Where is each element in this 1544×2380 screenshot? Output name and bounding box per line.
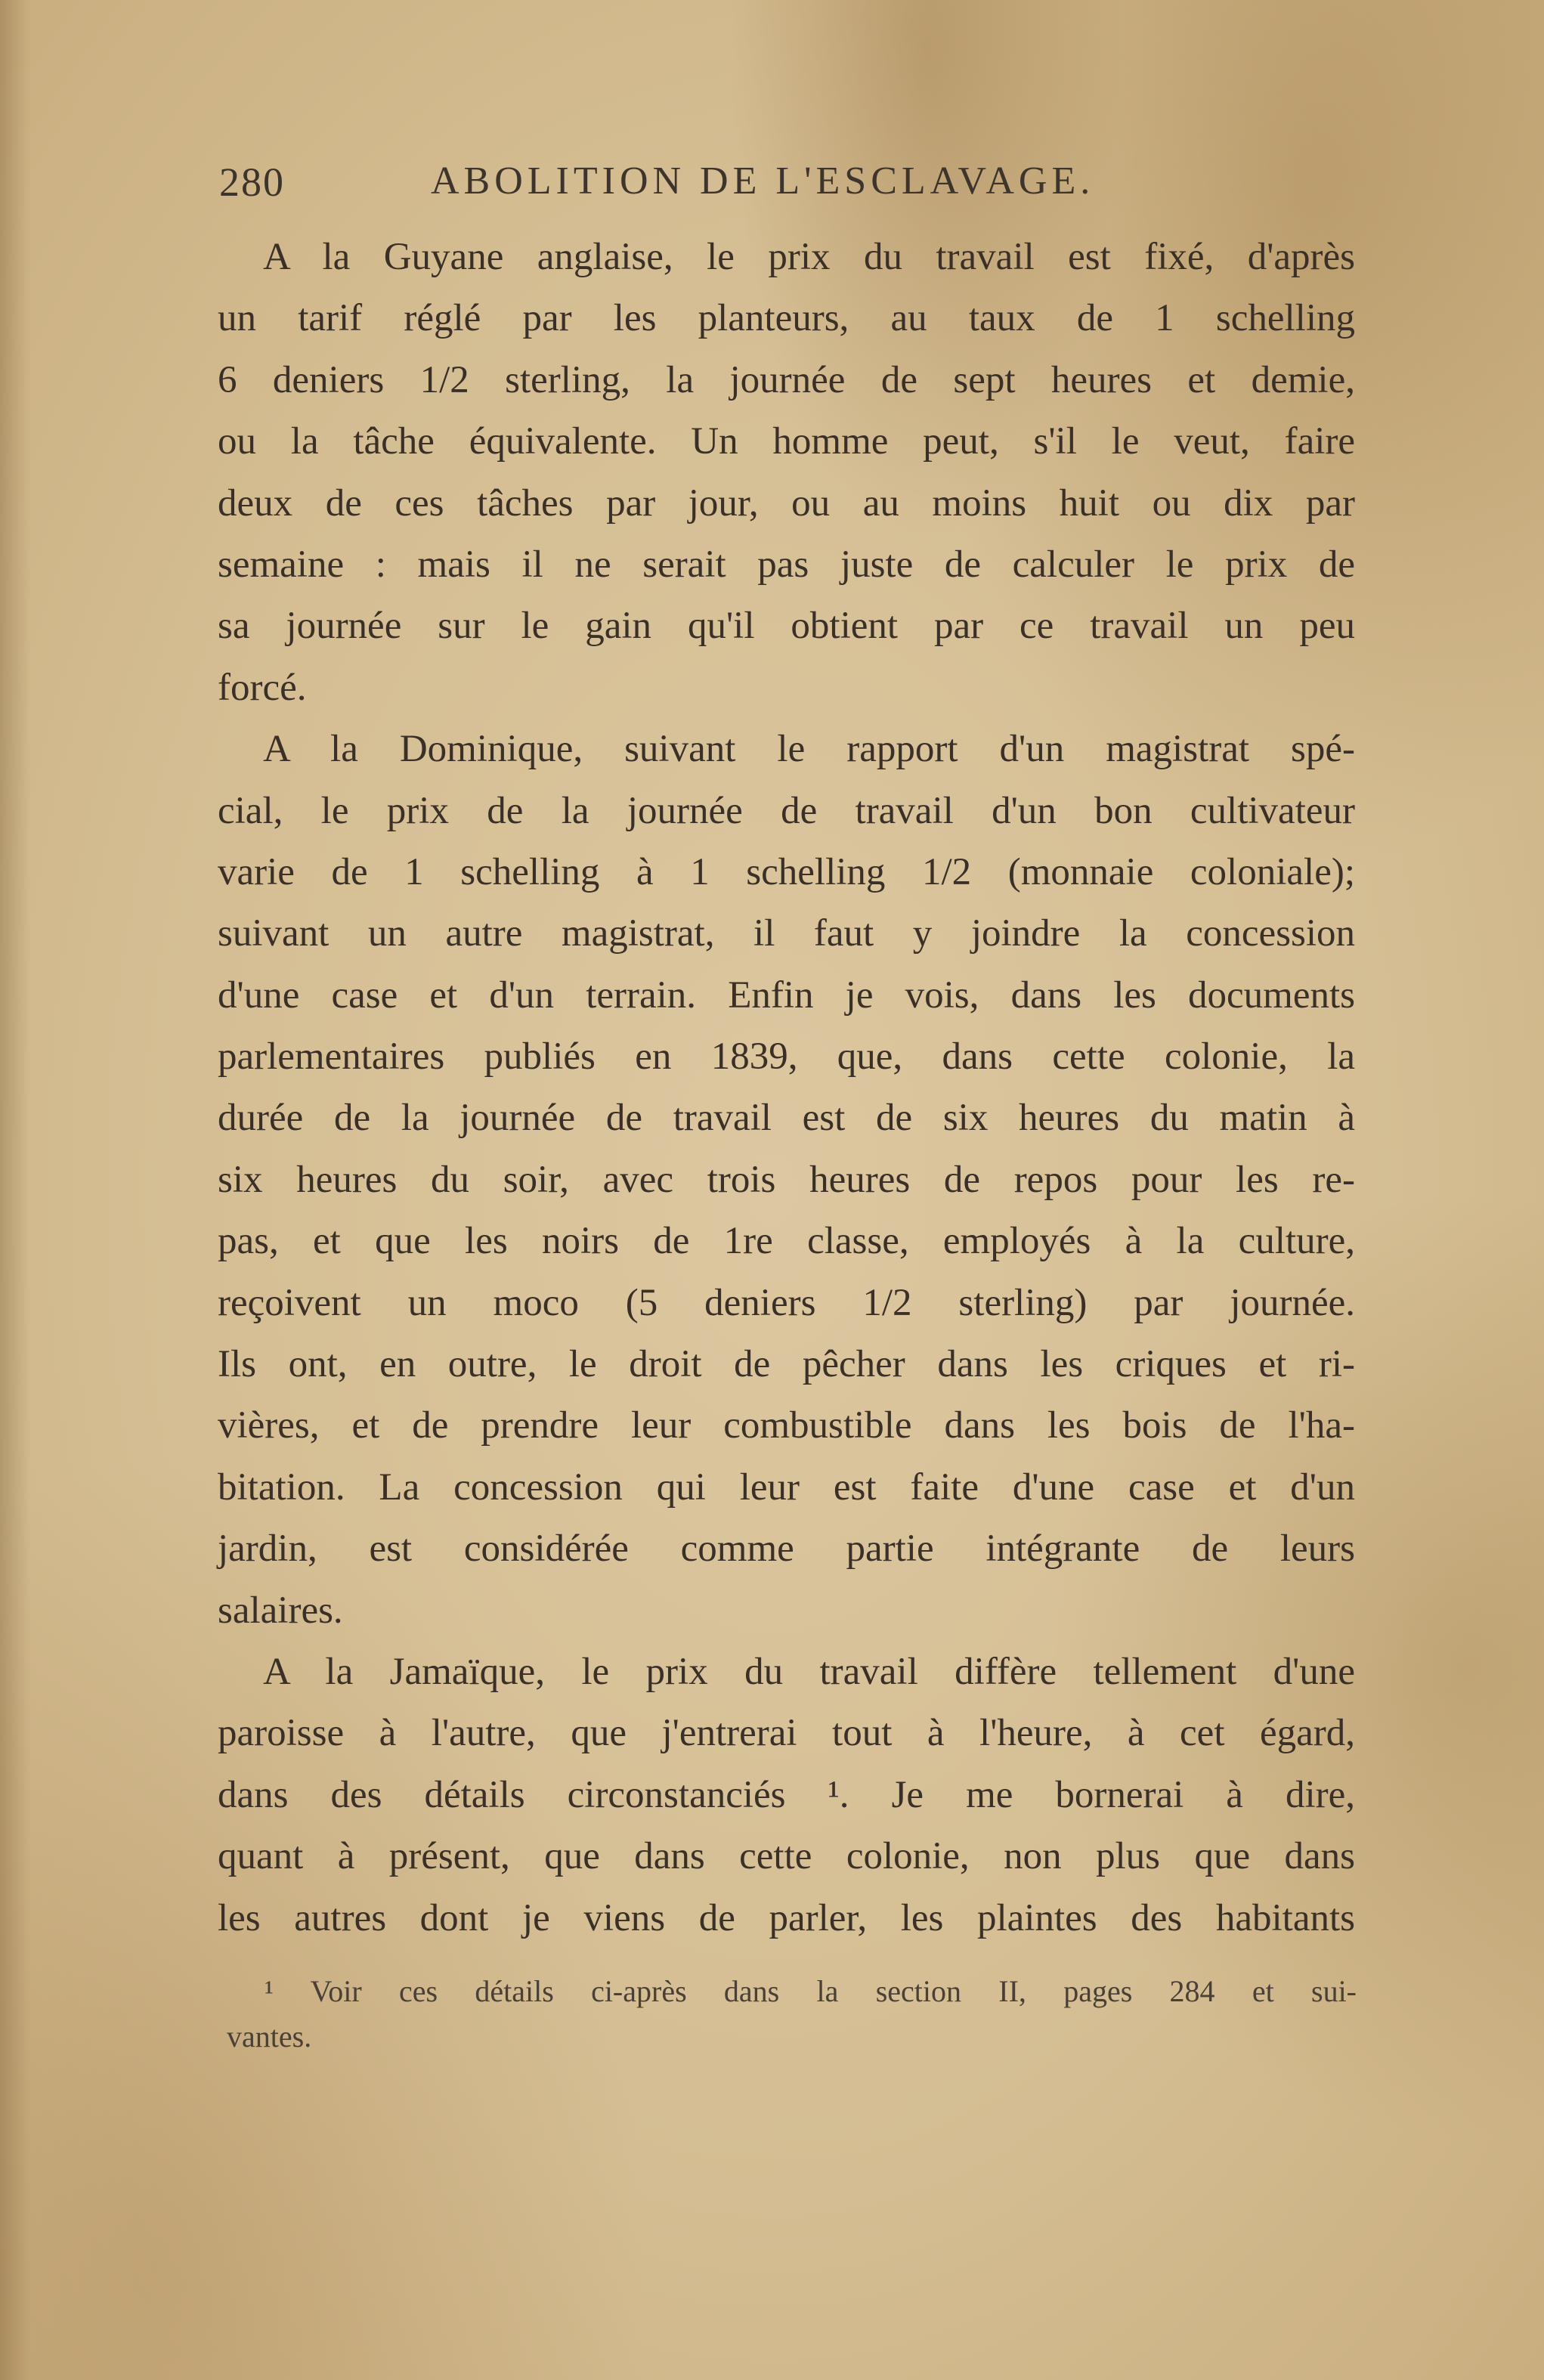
text-line: bitation. La concession qui leur est faite d'une case et d'un [218, 1465, 1355, 1509]
text-line: forcé. [218, 666, 307, 709]
text-line: deux de ces tâches par jour, ou au moins huit ou dix par [218, 481, 1355, 525]
text-line: 6 deniers 1/2 sterling, la journée de sept heures et demie, [218, 358, 1355, 401]
text-line: salaires. [218, 1589, 343, 1632]
text-line: parlementaires publiés en 1839, que, dans cette colonie, la [218, 1035, 1355, 1079]
text-line: quant à présent, que dans cette colonie, non plus que dans [218, 1835, 1355, 1878]
text-line: semaine : mais il ne serait pas juste de calculer le prix de [218, 543, 1355, 586]
text-line: durée de la journée de travail est de six heures du matin à [218, 1097, 1355, 1140]
footnote-line: ¹ Voir ces détails ci-après dans la section II, pages 284 et sui- [265, 1974, 1357, 2008]
page-number: 280 [219, 159, 285, 205]
footnotes [227, 1969, 1357, 2060]
text-line: six heures du soir, avec trois heures de repos pour les re- [218, 1158, 1355, 1201]
text-line: Ils ont, en outre, le droit de pêcher dans les criques et ri- [218, 1343, 1355, 1386]
text-line: A la Dominique, suivant le rapport d'un magistrat spé- [263, 728, 1355, 771]
text-line: suivant un autre magistrat, il faut y joindre la concession [218, 912, 1355, 955]
text-line: reçoivent un moco (5 deniers 1/2 sterling) par journée. [218, 1281, 1355, 1324]
text-line: A la Jamaïque, le prix du travail diffère tellement d'une [263, 1650, 1355, 1693]
text-line: cial, le prix de la journée de travail d'un bon cultivateur [218, 789, 1355, 832]
text-line: paroisse à l'autre, que j'entrerai tout à l'heure, à cet égard, [218, 1712, 1355, 1755]
text-line: les autres dont je viens de parler, les plaintes des habitants [218, 1896, 1355, 1939]
running-title: ABOLITION DE L'ESCLAVAGE. [431, 159, 1095, 203]
footnote-line: vantes. [227, 2019, 312, 2053]
text-line: vières, et de prendre leur combustible dans les bois de l'ha- [218, 1404, 1355, 1447]
running-header [219, 159, 1126, 212]
text-line: varie de 1 schelling à 1 schelling 1/2 (monnaie coloniale); [218, 850, 1355, 893]
body-text [218, 227, 1355, 1949]
text-line: d'une case et d'un terrain. Enfin je vois, dans les documents [218, 973, 1355, 1017]
text-line: A la Guyane anglaise, le prix du travail est fixé, d'après [263, 236, 1355, 278]
text-line: un tarif réglé par les planteurs, au taux de 1 schelling [218, 297, 1355, 340]
text-line: jardin, est considérée comme partie intégrante de leurs [218, 1527, 1355, 1571]
text-line: sa journée sur le gain qu'il obtient par ce travail un peu [218, 605, 1355, 648]
text-line: dans des détails circonstanciés ¹. Je me bornerai à dire, [218, 1773, 1355, 1816]
page-binding-shadow [0, 0, 30, 2380]
text-line: pas, et que les noirs de 1re classe, employés à la culture, [218, 1220, 1355, 1263]
text-line: ou la tâche équivalente. Un homme peut, s'il le veut, faire [218, 420, 1355, 463]
